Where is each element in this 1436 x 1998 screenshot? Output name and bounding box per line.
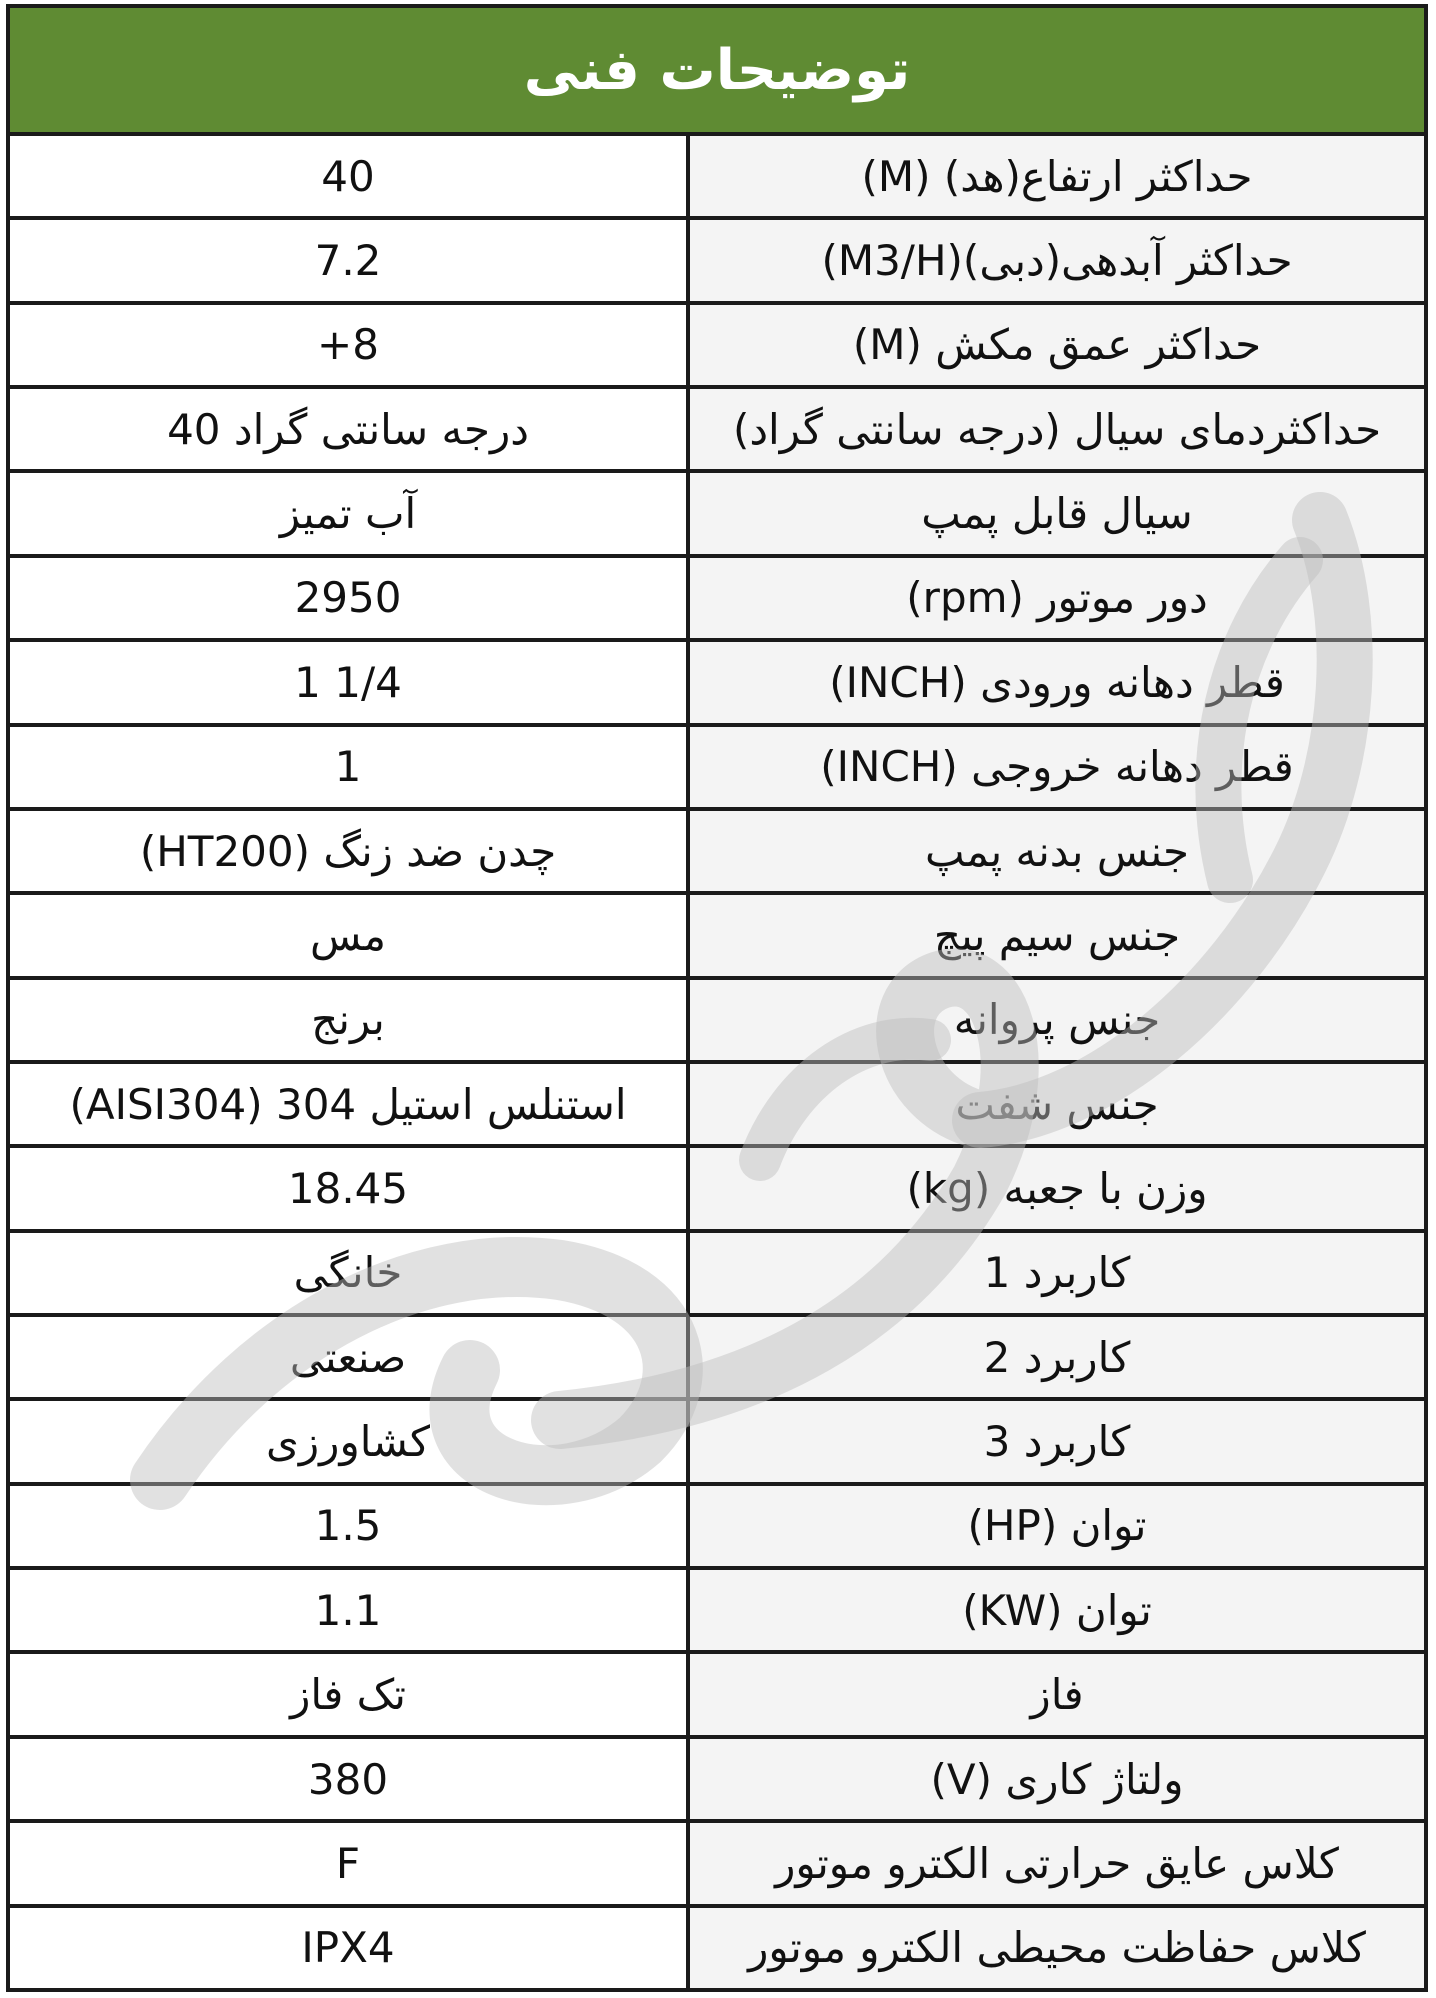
spec-value: درجه سانتی گراد 40 [10,389,690,469]
spec-value: آب تمیز [10,473,690,553]
spec-label: حداکثر ارتفاع(هد) (M) [690,136,1424,216]
table-row [10,1064,1424,1148]
spec-label: کاربرد 3 [690,1401,1424,1481]
spec-label: فاز [690,1654,1424,1734]
spec-value: مس [10,895,690,975]
spec-table [6,4,1428,1992]
table-row [10,642,1424,726]
spec-value: 1 1/4 [10,642,690,722]
table-row [10,727,1424,811]
spec-value: استنلس استیل 304 (AISI304) [10,1064,690,1144]
spec-label: حداکثردمای سیال (درجه سانتی گراد) [690,389,1424,469]
spec-rows [10,136,1424,1988]
table-row [10,558,1424,642]
spec-label: جنس بدنه پمپ [690,811,1424,891]
table-row [10,1739,1424,1823]
spec-label: قطر دهانه خروجی (INCH) [690,727,1424,807]
spec-value: IPX4 [10,1908,690,1988]
spec-label: جنس پروانه [690,980,1424,1060]
spec-value: تک فاز [10,1654,690,1734]
table-header [10,8,1424,136]
spec-value: 1 [10,727,690,807]
spec-value: 40 [10,136,690,216]
table-row [10,1823,1424,1907]
spec-value: خانگی [10,1233,690,1313]
spec-label: وزن با جعبه (kg) [690,1148,1424,1228]
table-row [10,980,1424,1064]
spec-value: 18.45 [10,1148,690,1228]
spec-label: حداکثر عمق مکش (M) [690,305,1424,385]
spec-label: کلاس حفاظت محیطی الکترو موتور [690,1908,1424,1988]
table-row [10,1908,1424,1988]
spec-value: کشاورزی [10,1401,690,1481]
table-title: توضیحات فنی [523,37,911,103]
spec-value: 380 [10,1739,690,1819]
spec-value: صنعتی [10,1317,690,1397]
spec-label: کاربرد 2 [690,1317,1424,1397]
spec-label: حداکثر آبدهی(دبی)(M3/H) [690,220,1424,300]
table-row [10,305,1424,389]
table-row [10,1654,1424,1738]
spec-label: توان (HP) [690,1486,1424,1566]
table-row [10,895,1424,979]
table-row [10,136,1424,220]
table-row [10,389,1424,473]
table-row [10,1486,1424,1570]
spec-value: 1.5 [10,1486,690,1566]
table-row [10,220,1424,304]
spec-value: برنج [10,980,690,1060]
spec-value: چدن ضد زنگ (HT200) [10,811,690,891]
spec-value: F [10,1823,690,1903]
table-row [10,811,1424,895]
spec-label: جنس شفت [690,1064,1424,1144]
table-row [10,1570,1424,1654]
table-row [10,473,1424,557]
spec-value: +8 [10,305,690,385]
spec-value: 1.1 [10,1570,690,1650]
spec-label: توان (KW) [690,1570,1424,1650]
table-row [10,1148,1424,1232]
table-row [10,1401,1424,1485]
spec-label: سیال قابل پمپ [690,473,1424,553]
spec-value: 7.2 [10,220,690,300]
spec-value: 2950 [10,558,690,638]
table-row [10,1317,1424,1401]
spec-label: کاربرد 1 [690,1233,1424,1313]
spec-label: قطر دهانه ورودی (INCH) [690,642,1424,722]
table-row [10,1233,1424,1317]
spec-label: جنس سیم پیچ [690,895,1424,975]
spec-label: ولتاژ کاری (V) [690,1739,1424,1819]
spec-label: کلاس عایق حرارتی الکترو موتور [690,1823,1424,1903]
spec-label: دور موتور (rpm) [690,558,1424,638]
